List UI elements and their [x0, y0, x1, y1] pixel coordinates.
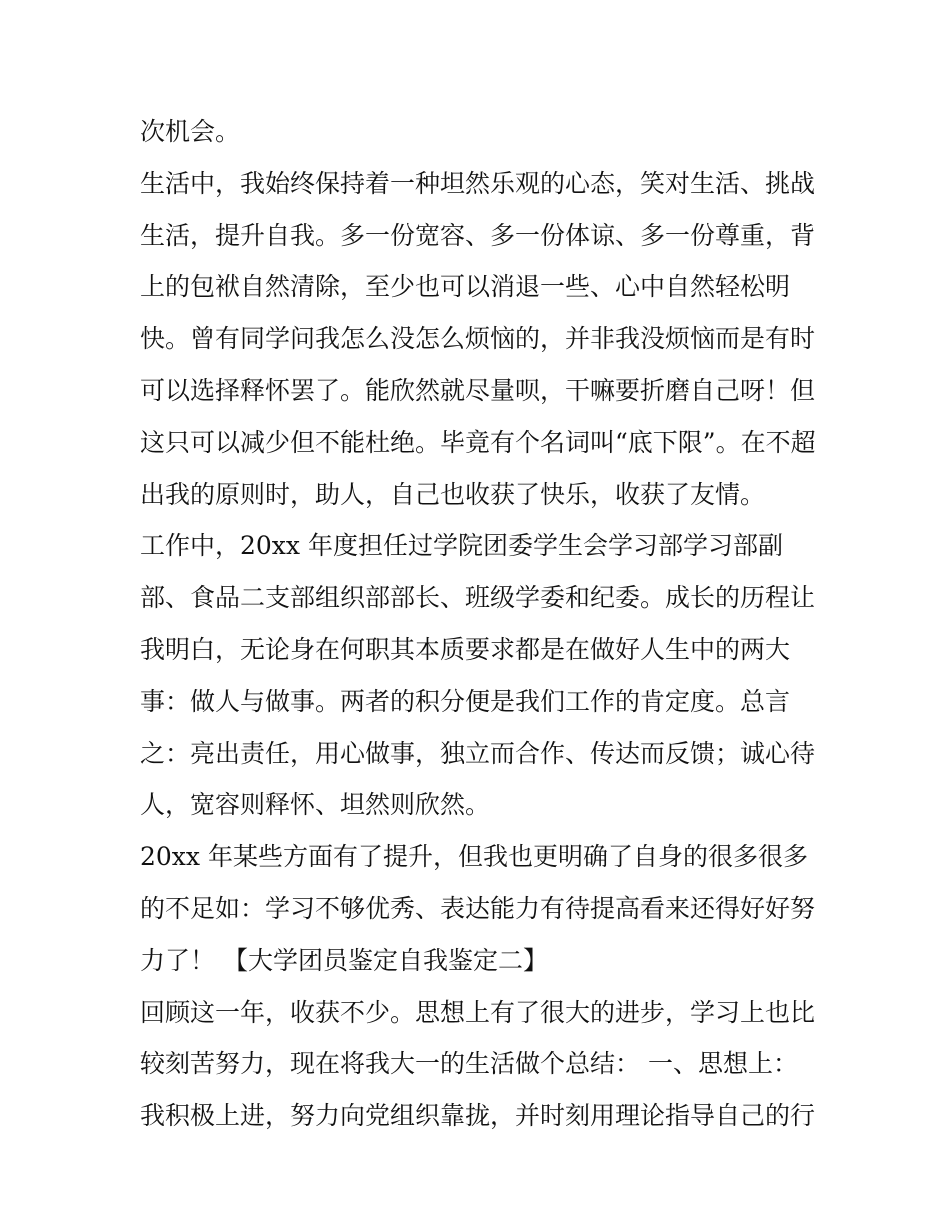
text-line: 事：做人与做事。两者的积分便是我们工作的肯定度。总言	[140, 686, 791, 716]
text-line: 生活中，我始终保持着一种坦然乐观的心态，笑对生活、挑战	[140, 168, 816, 198]
text-line: 之：亮出责任，用心做事，独立而合作、传达而反馈；诚心待	[140, 738, 816, 768]
text-line: 我积极上进，努力向党组织靠拢，并时刻用理论指导自己的行	[140, 1101, 816, 1131]
document-body	[140, 106, 820, 1142]
text-line: 可以选择释怀罢了。能欣然就尽量呗，干嘛要折磨自己呀！但	[140, 375, 816, 405]
text-line: 次机会。	[140, 117, 241, 146]
text-line: 较刻苦努力，现在将我大一的生活做个总结： 一、思想上：	[140, 1049, 798, 1079]
text-line: 生活，提升自我。多一份宽容、多一份体谅、多一份尊重，背	[140, 220, 816, 250]
text-line: 20xx 年某些方面有了提升，但我也更明确了自身的很多很多	[140, 842, 808, 872]
text-line: 这只可以减少但不能杜绝。毕竟有个名词叫“底下限”。在不超	[140, 427, 816, 457]
text-line: 上的包袱自然清除，至少也可以消退一些、心中自然轻松明	[140, 272, 791, 302]
text-line: 我明白，无论身在何职其本质要求都是在做好人生中的两大	[140, 634, 791, 664]
text-line: 力了！ 【大学团员鉴定自我鉴定二】	[140, 945, 548, 975]
text-line: 部、食品二支部组织部部长、班级学委和纪委。成长的历程让	[140, 583, 816, 613]
text-line: 出我的原则时，助人，自己也收获了快乐，收获了友情。	[140, 479, 766, 509]
text-line: 人，宽容则释怀、坦然则欣然。	[140, 790, 491, 820]
text-line: 的不足如：学习不够优秀、表达能力有待提高看来还得好好努	[140, 893, 816, 923]
text-line: 快。曾有同学问我怎么没怎么烦恼的，并非我没烦恼而是有时	[140, 324, 816, 354]
text-line: 回顾这一年，收获不少。思想上有了很大的进步，学习上也比	[140, 997, 816, 1027]
text-line: 工作中，20xx 年度担任过学院团委学生会学习部学习部副	[140, 531, 783, 561]
